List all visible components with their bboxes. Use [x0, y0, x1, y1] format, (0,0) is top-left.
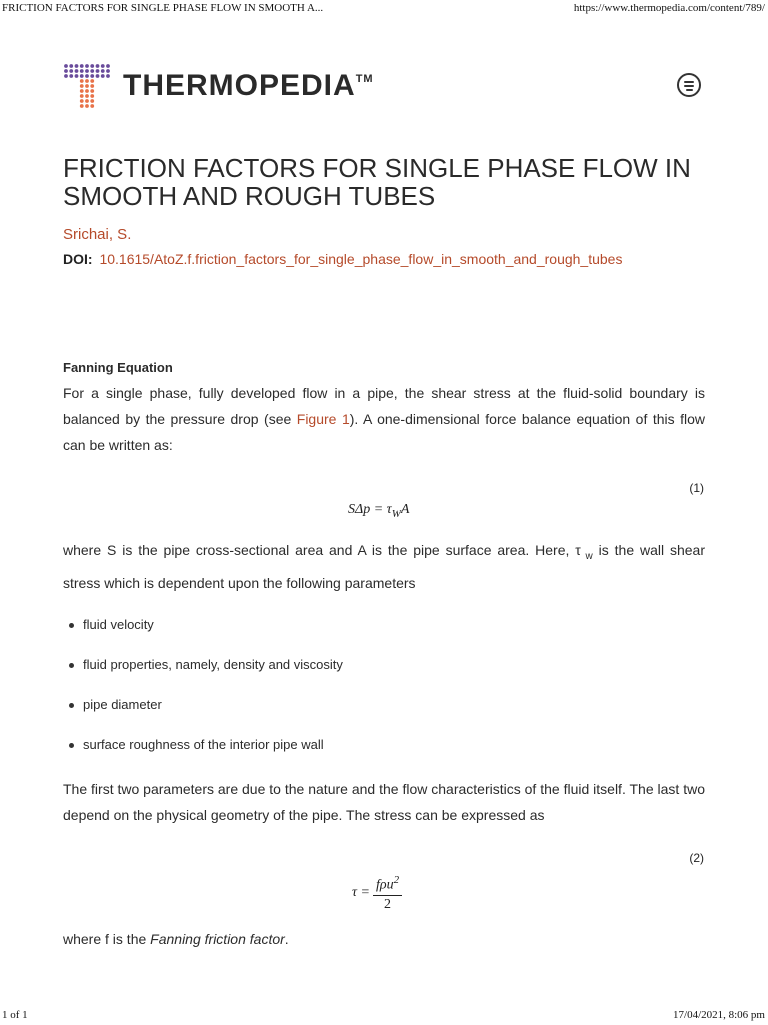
logo-dot	[69, 74, 73, 78]
list-item: fluid properties, namely, density and viscosity	[63, 652, 343, 692]
logo-dot	[90, 89, 94, 93]
equation-subscript: W	[391, 508, 401, 520]
print-page-title: FRICTION FACTORS FOR SINGLE PHASE FLOW IN SMOOTH A...	[2, 2, 324, 14]
logo-dot	[85, 94, 89, 98]
logo-dot	[96, 74, 100, 78]
equation-number: (1)	[689, 481, 704, 495]
logo-dot	[101, 69, 105, 73]
paragraph-text: is the wall shear stress which is dependent upon the following parameters	[63, 542, 705, 591]
logo-dot	[80, 69, 84, 73]
thermopedia-dot-t-icon	[63, 62, 111, 110]
menu-button[interactable]	[677, 73, 701, 97]
print-url: https://www.thermopedia.com/content/789/	[573, 2, 765, 14]
numerator-exponent: 2	[393, 874, 400, 886]
list-item: pipe diameter	[63, 692, 343, 732]
paragraph-text: For a single phase, fully developed flow in a pipe, the shear stress at the fluid-solid boundary is balanced by the pressure drop (see	[63, 385, 705, 427]
equation-1	[348, 502, 409, 518]
logo-dot	[85, 89, 89, 93]
logo-dot	[80, 64, 84, 68]
doi-link[interactable]: 10.1615/AtoZ.f.friction_factors_for_single_phase_flow_in_smooth_and_rough_tubes	[99, 251, 623, 267]
logo-dot	[80, 89, 84, 93]
paragraph-text: where f is the	[63, 931, 151, 947]
equation-number: (2)	[689, 851, 704, 865]
logo-dot	[80, 99, 84, 103]
logo-dot	[85, 99, 89, 103]
logo-dot	[64, 74, 68, 78]
logo-dot	[106, 64, 110, 68]
article-title: FRICTION FACTORS FOR SINGLE PHASE FLOW IN SMOOTH AND ROUGH TUBES	[63, 153, 691, 211]
logo-dot	[90, 99, 94, 103]
equation-lhs: τ =	[352, 885, 370, 901]
brand-name: THERMOPEDIA	[123, 69, 356, 102]
logo-dot	[106, 74, 110, 78]
logo-dot	[101, 74, 105, 78]
doi-label: DOI:	[63, 251, 93, 267]
logo-dot	[69, 69, 73, 73]
logo-dot	[90, 74, 94, 78]
article-author[interactable]: Srichai, S.	[63, 226, 132, 243]
brand-wordmark	[123, 69, 374, 103]
list-item: fluid velocity	[63, 612, 343, 652]
logo-dot	[90, 94, 94, 98]
logo-dot	[85, 79, 89, 83]
logo-dot	[75, 69, 79, 73]
tau-subscript: w	[580, 550, 593, 562]
site-logo[interactable]	[63, 62, 374, 110]
logo-dot	[85, 69, 89, 73]
fanning-term: Fanning friction factor	[150, 931, 285, 947]
logo-dot	[90, 84, 94, 88]
logo-dot	[85, 104, 89, 108]
logo-dot	[75, 74, 79, 78]
trademark-mark: TM	[355, 73, 374, 85]
logo-dot	[80, 79, 84, 83]
doi-line	[63, 251, 622, 267]
logo-dot	[106, 69, 110, 73]
logo-dot	[90, 104, 94, 108]
logo-dot	[64, 69, 68, 73]
logo-dot	[96, 69, 100, 73]
logo-dot	[80, 94, 84, 98]
section-heading: Fanning Equation	[63, 360, 173, 375]
print-timestamp: 17/04/2021, 8:06 pm	[673, 1009, 765, 1021]
equation-fraction	[373, 874, 402, 913]
logo-dot	[90, 79, 94, 83]
list-item: surface roughness of the interior pipe wall	[63, 732, 343, 772]
logo-dot	[80, 74, 84, 78]
page-count: 1 of 1	[2, 1009, 28, 1021]
logo-dot	[101, 64, 105, 68]
logo-dot	[96, 64, 100, 68]
paragraph-fanning	[63, 926, 705, 952]
logo-dot	[85, 64, 89, 68]
menu-line	[686, 89, 693, 91]
paragraph-parameters: The first two parameters are due to the nature and the flow characteristics of the fluid itself. The last two depend on the physical geometry of the pipe. The stress can be expressed as	[63, 781, 705, 823]
logo-dot	[80, 104, 84, 108]
paragraph-definitions	[63, 537, 705, 596]
paragraph-text: .	[284, 931, 289, 947]
paragraph-text: where S is the pipe cross-sectional area and A is the pipe surface area. Here, τ	[63, 542, 581, 558]
paragraph-intro	[63, 380, 705, 458]
logo-dot	[64, 64, 68, 68]
equation-2	[352, 874, 402, 913]
print-header	[0, 2, 768, 18]
menu-line	[684, 85, 694, 87]
menu-line	[684, 81, 694, 83]
logo-dot	[69, 64, 73, 68]
logo-dot	[85, 74, 89, 78]
logo-dot	[75, 64, 79, 68]
equation-rhs: A	[400, 502, 410, 517]
print-footer	[0, 1009, 768, 1025]
figure-1-link[interactable]: Figure 1	[296, 411, 350, 427]
fraction-denominator: 2	[384, 896, 392, 912]
logo-dot	[90, 69, 94, 73]
equation-lhs: SΔp = τ	[348, 502, 392, 517]
logo-dot	[80, 84, 84, 88]
numerator-text: fρu	[375, 877, 394, 893]
logo-dot	[90, 64, 94, 68]
fraction-numerator	[373, 874, 402, 896]
parameter-list	[63, 612, 343, 772]
paragraph-text: ). A one-dimensional force balance equation of this flow can be written as:	[63, 411, 706, 453]
logo-dot	[85, 84, 89, 88]
